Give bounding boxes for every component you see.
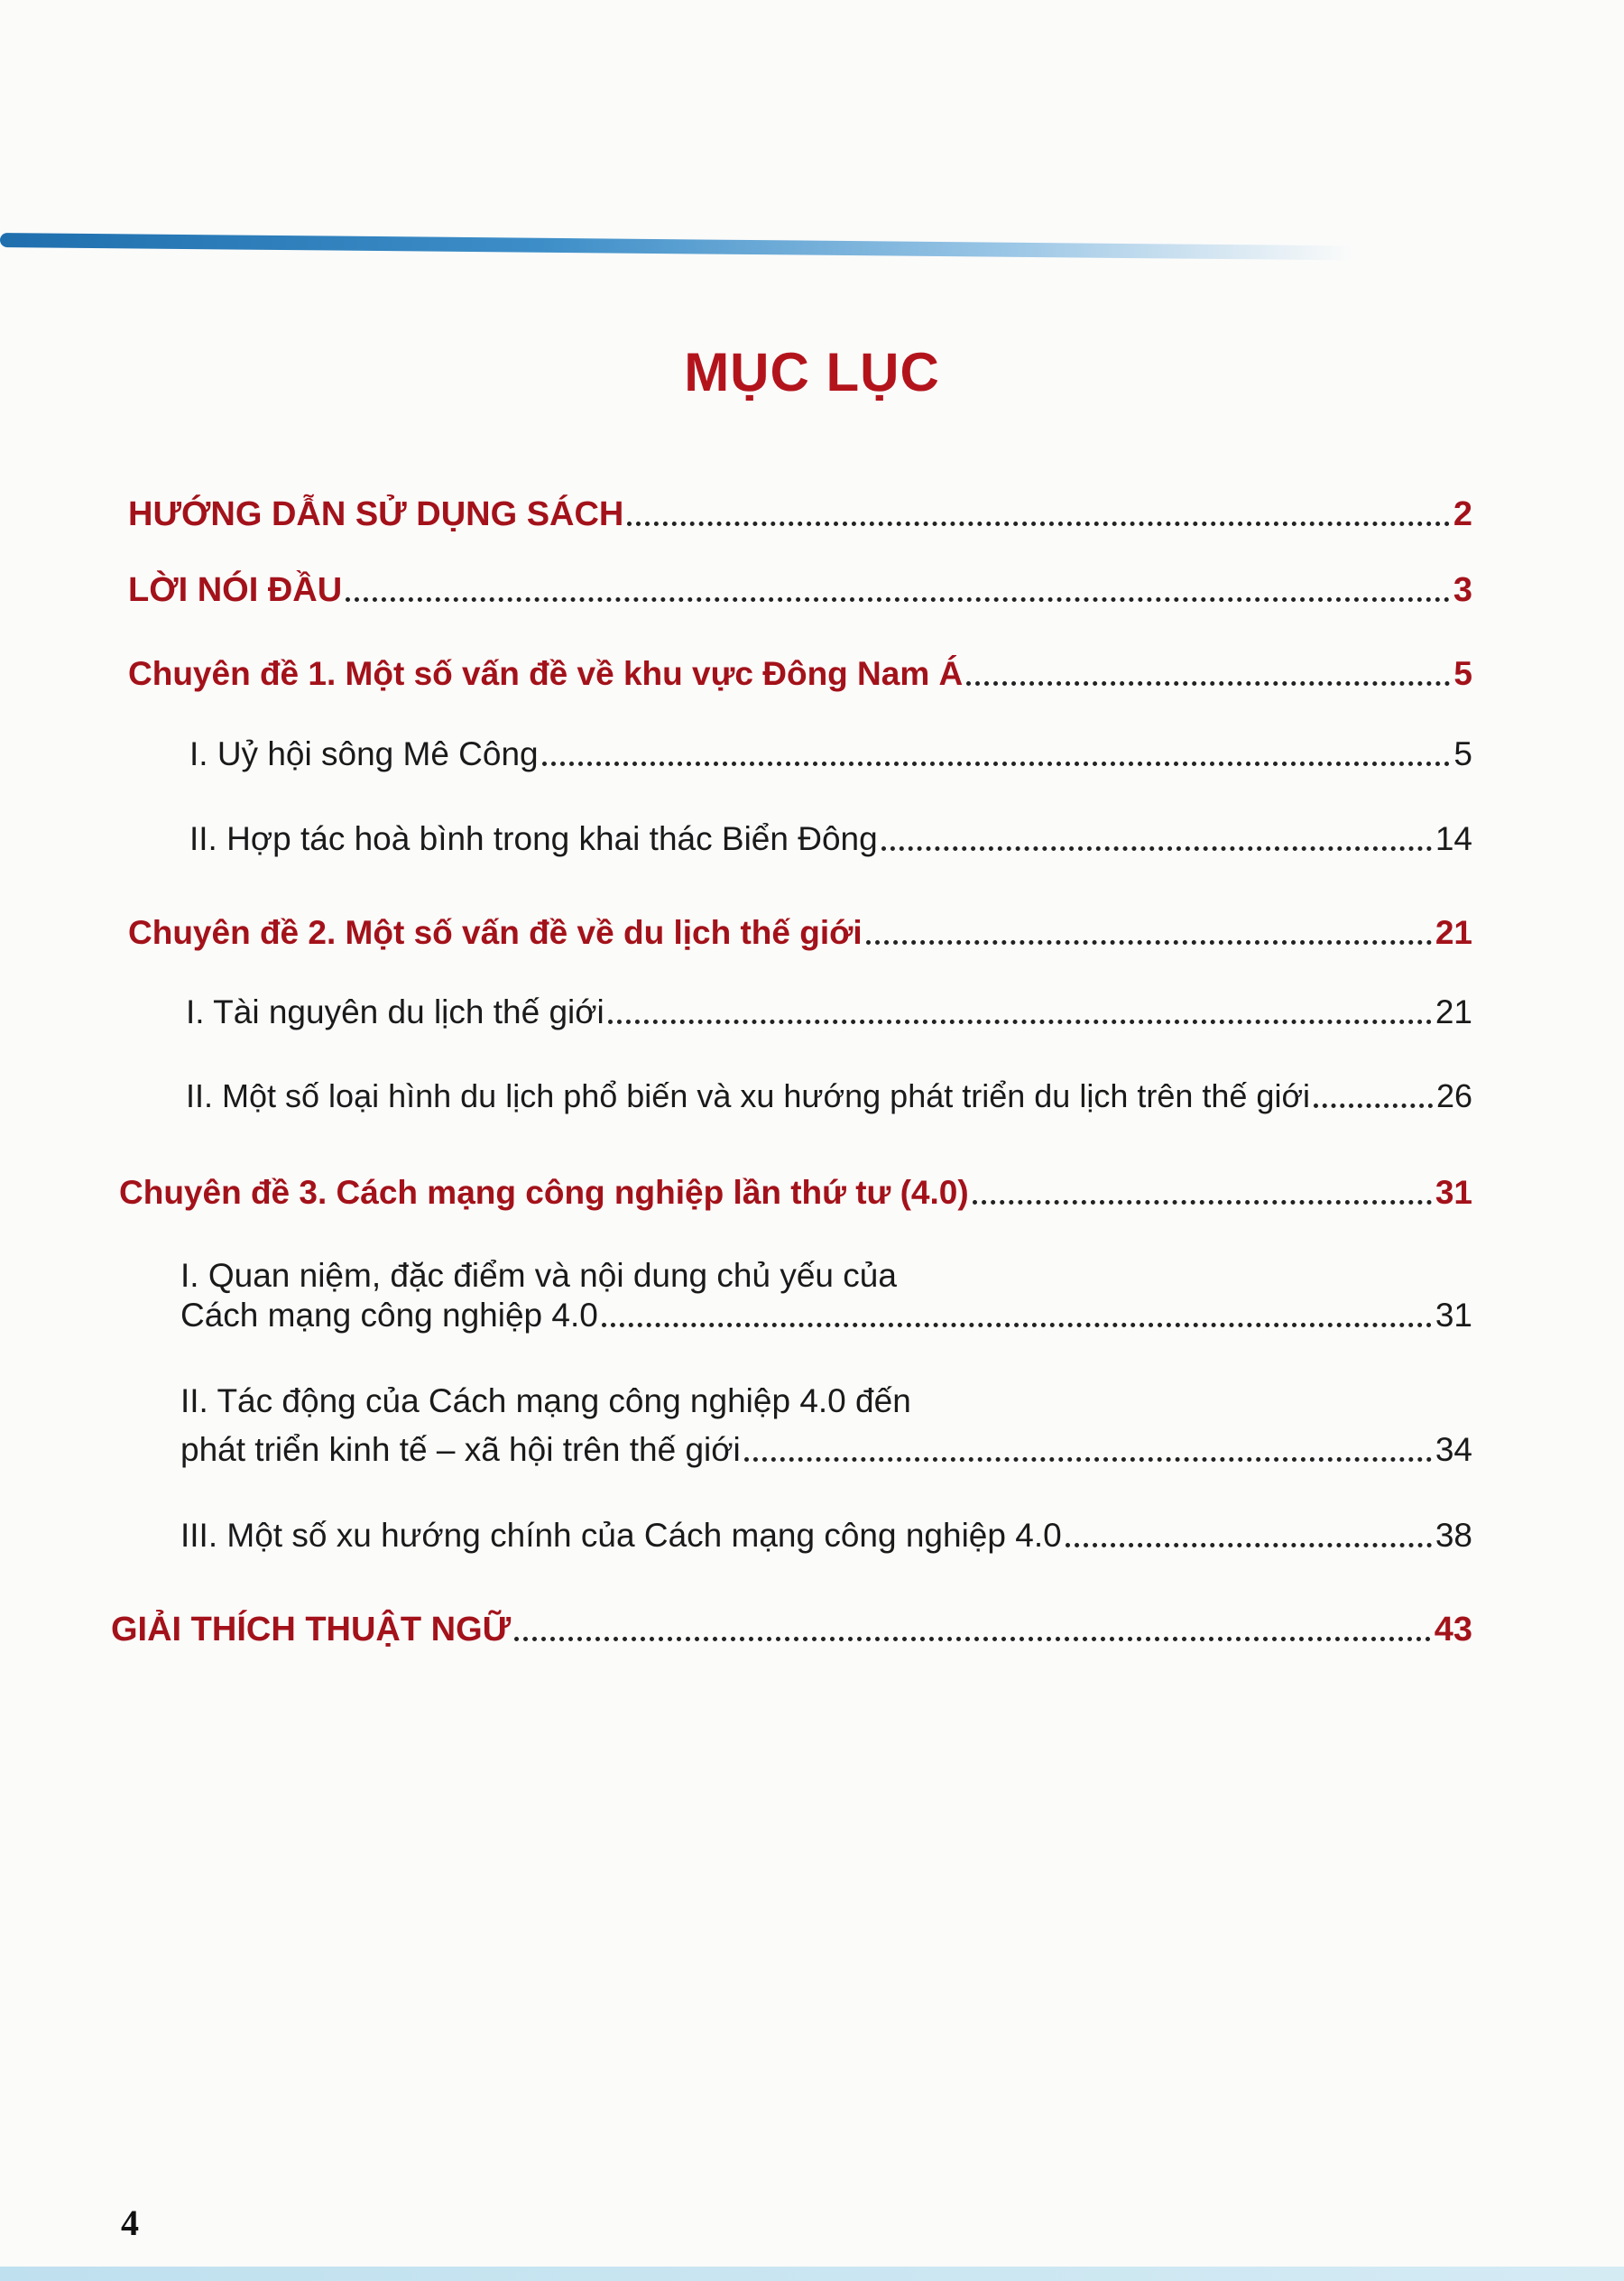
decorative-bottom-bar [0,2267,1624,2281]
dot-leader [744,1457,1432,1462]
toc-entry-topic-1[interactable] [128,654,1472,694]
toc-page: 38 [1435,1517,1472,1554]
toc-label-line1: I. Quan niệm, đặc điểm và nội dung chủ yếu của [180,1257,897,1294]
dot-leader [973,1200,1432,1205]
toc-label: HƯỚNG DẪN SỬ DỤNG SÁCH [128,495,624,533]
toc-label: II. Một số loại hình du lịch phổ biến và xu hướng phát triển du lịch trên thế giới [186,1077,1311,1114]
dot-leader [966,681,1450,686]
dot-leader [514,1637,1431,1641]
toc-label: GIẢI THÍCH THUẬT NGỮ [111,1611,512,1648]
toc-entry-user-guide[interactable] [128,494,1472,534]
toc-page: 2 [1453,495,1472,533]
dot-leader [346,597,1450,602]
toc-label: II. Hợp tác hoà bình trong khai thác Biển Đông [189,820,878,857]
toc-entry-3-2[interactable] [180,1381,1472,1470]
toc-page: 31 [1435,1174,1472,1211]
dot-leader [627,522,1449,526]
toc-entry-1-1[interactable] [189,734,1472,774]
toc-entry-preface[interactable] [128,570,1472,610]
toc-page: 31 [1435,1297,1472,1334]
toc-label: Chuyên đề 3. Cách mạng công nghiệp lần thứ tư (4.0) [119,1174,969,1211]
toc-label: I. Tài nguyên du lịch thế giới [186,993,604,1030]
dot-leader [602,1323,1432,1327]
page-number: 4 [121,2203,139,2243]
toc-entry-glossary[interactable] [111,1610,1472,1649]
toc-page: 5 [1453,655,1472,692]
toc-entry-2-2[interactable] [186,1076,1472,1116]
toc-label-line2: Cách mạng công nghiệp 4.0 [180,1297,598,1334]
toc-label: III. Một số xu hướng chính của Cách mạng công nghiệp 4.0 [180,1517,1062,1554]
toc-page: 43 [1434,1611,1472,1648]
toc-page: 14 [1435,820,1472,857]
dot-leader [1066,1543,1432,1547]
toc-label-line1: II. Tác động của Cách mạng công nghiệp 4.0 đến [180,1382,911,1419]
toc-entry-topic-2[interactable] [128,913,1472,953]
decorative-top-bar [0,233,1353,260]
toc-entry-topic-3[interactable] [119,1173,1472,1213]
dot-leader [608,1020,1432,1024]
toc-entry-2-1[interactable] [186,993,1472,1032]
dot-leader [1314,1104,1433,1108]
toc-page: 21 [1435,993,1472,1030]
toc-label: Chuyên đề 1. Một số vấn đề về khu vực Đông Nam Á [128,655,964,692]
toc-label-line2: phát triển kinh tế – xã hội trên thế giới [180,1431,741,1468]
toc-page: 26 [1435,1077,1472,1114]
toc-label: LỜI NÓI ĐẦU [128,571,343,609]
toc-page: 3 [1453,571,1472,609]
toc-entry-1-2[interactable] [189,819,1472,859]
toc-entry-3-1[interactable] [180,1256,1472,1335]
dot-leader [866,940,1432,945]
dot-leader [542,762,1451,766]
dot-leader [881,846,1432,851]
toc-page: 34 [1435,1431,1472,1468]
toc-entry-3-3[interactable] [180,1516,1472,1556]
toc-label: Chuyên đề 2. Một số vấn đề về du lịch thế giới [128,914,863,951]
toc-label: I. Uỷ hội sông Mê Công [189,735,539,772]
toc-page: 5 [1453,735,1472,772]
toc-page: 21 [1435,914,1472,951]
page-title: MỤC LỤC [684,342,940,402]
